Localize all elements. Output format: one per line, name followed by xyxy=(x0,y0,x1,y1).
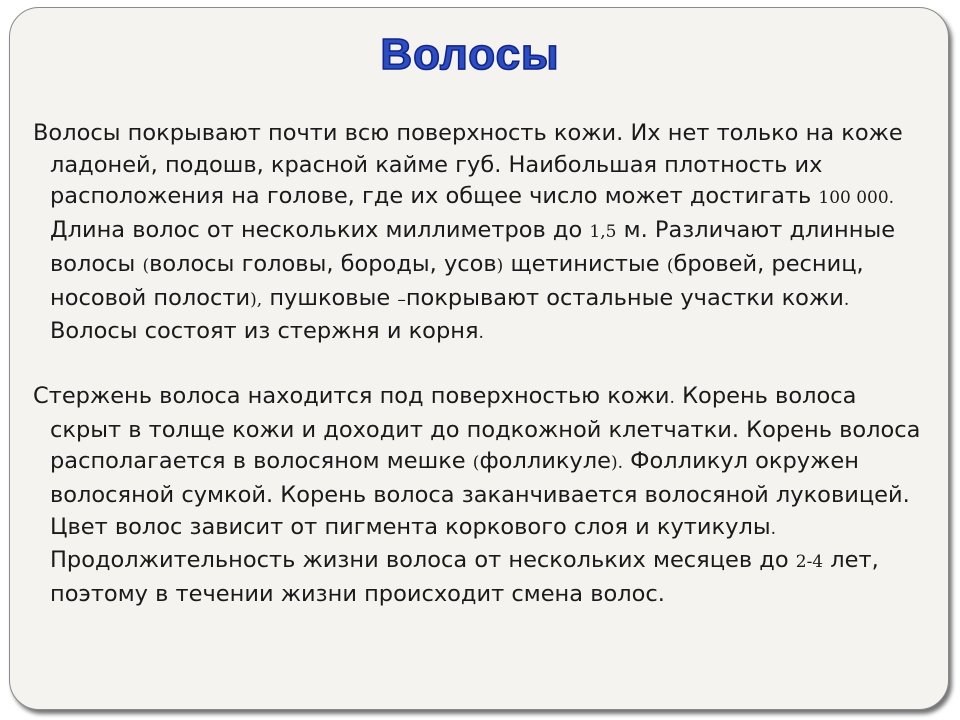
text-segment: ( xyxy=(472,453,480,474)
text-segment: Стержень волоса находится под поверхностью кожи xyxy=(33,382,670,409)
text-segment: ). xyxy=(610,453,624,474)
text-segment: ) xyxy=(496,255,504,276)
text-segment: покрывают остальные участки кожи xyxy=(405,284,844,311)
text-segment: 1,5 xyxy=(589,222,617,243)
slide-title: Волосы xyxy=(380,30,560,79)
text-segment: ( xyxy=(666,255,674,276)
text-segment: Продолжительность жизни волоса от нескольких месяцев до xyxy=(50,547,796,574)
text-segment: бровей, ресниц, носовой полости xyxy=(50,250,864,311)
slide-body xyxy=(33,118,928,611)
content-card xyxy=(9,7,949,710)
paragraph-1 xyxy=(33,118,928,350)
text-segment: . xyxy=(843,289,850,310)
text-segment: . xyxy=(478,323,484,344)
text-segment: Корень волоса скрыт в толще кожи и доходит до подкожной клетчатки. Корень волоса располагается в волосяном мешке xyxy=(50,382,921,475)
text-segment: 2-4 xyxy=(795,552,824,573)
text-segment: Длина волос от нескольких миллиметров до xyxy=(50,217,590,244)
text-segment: . xyxy=(669,387,675,408)
text-segment: – xyxy=(397,289,406,310)
text-segment: Фолликул окружен волосяной сумкой. Корень волоса заканчивается волосяной луковицей. Цвет волос зависит от пигмента коркового слоя и кутикулы xyxy=(50,448,910,540)
text-segment: Волосы состоят из стержня и корня xyxy=(50,318,479,345)
text-segment: волосы головы, бороды, усов xyxy=(149,250,497,277)
text-segment: Волосы покрывают почти всю поверхность кожи. Их нет только на коже ладоней, подошв, красной кайме губ. Наибольшая плотность их расположения на голове, где их общее число может достигать xyxy=(33,120,903,210)
text-segment: ), xyxy=(250,289,263,310)
text-segment: щетинистые xyxy=(503,250,667,277)
text-segment: ( xyxy=(142,255,150,276)
text-segment: пушковые xyxy=(262,284,398,311)
text-segment: 100 000. xyxy=(818,188,895,209)
text-segment: лет, поэтому в течении жизни происходит смена волос. xyxy=(50,547,879,608)
text-segment: м. Различают длинные волосы xyxy=(50,217,896,277)
text-segment: фолликуле xyxy=(479,448,611,475)
text-segment: . xyxy=(770,518,776,539)
paragraph-2 xyxy=(33,381,928,611)
